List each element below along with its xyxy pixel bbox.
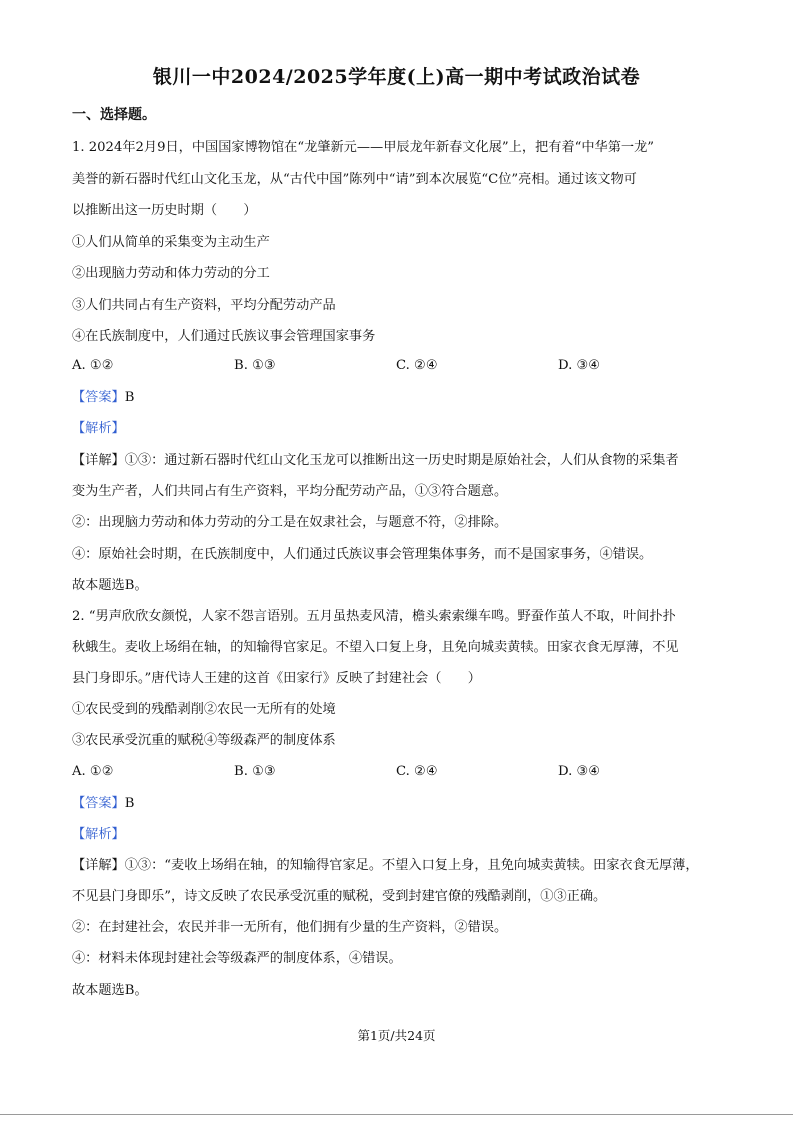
section-heading: 一、选择题。 <box>72 107 156 123</box>
q2-detail-first: ①③：“麦收上场绢在轴，的知输得官家足。不望入口复上身，且免向城卖黄犊。田家衣食无厚薄， <box>124 858 699 873</box>
q2-stem-line: 2. “男声欣欣女颜悦，人家不怨言语别。五月虽热麦风清，檐头索索缫车鸣。野蚕作茧人不取，叶间扑扑 <box>72 609 676 624</box>
q2-detail-line: ②：在封建社会，农民并非一无所有，他们拥有少量的生产资料，②错误。 <box>72 920 508 935</box>
q1-detail-line <box>72 452 679 470</box>
bottom-divider <box>0 1114 793 1115</box>
q1-detail-first: ①③：通过新石器时代红山文化玉龙可以推断出这一历史时期是原始社会，人们从食物的采集者 <box>124 453 679 468</box>
q2-option-c: C. ②④ <box>396 764 438 779</box>
q2-detail-line: 不见县门身即乐”，诗文反映了农民承受沉重的赋税，受到封建官僚的残酷剥削，①③正确。 <box>72 889 607 904</box>
q1-stem-line: 1. 2024年2月9日，中国国家博物馆在“龙肇新元——甲辰龙年新春文化展”上，把有着“中华第一龙” <box>72 140 655 155</box>
q2-statement: ③农民承受沉重的赋税④等级森严的制度体系 <box>72 733 336 748</box>
q2-stem-line: 县门身即乐。”唐代诗人王建的这首《田家行》反映了封建社会（ ） <box>72 671 481 686</box>
detail-tag: 【详解】 <box>72 858 125 873</box>
q2-stem-line: 秋蛾生。麦收上场绢在轴，的知输得官家足。不望入口复上身，且免向城卖黄犊。田家衣食无厚薄，不见 <box>72 640 679 655</box>
q1-detail-line: 变为生产者，人们共同占有生产资料，平均分配劳动产品，①③符合题意。 <box>72 484 508 499</box>
exam-title: 银川一中2024/2025学年度(上)高一期中考试政治试卷 <box>152 66 641 88</box>
analysis-tag: 【解析】 <box>72 421 125 436</box>
page-number: 第1页/共24页 <box>357 1028 436 1043</box>
q1-answer <box>72 389 134 407</box>
q1-statement: ④在氏族制度中，人们通过氏族议事会管理国家事务 <box>72 329 376 344</box>
q2-analysis-tag <box>72 826 125 844</box>
q1-analysis-tag <box>72 420 125 438</box>
q2-detail-line: ④：材料未体现封建社会等级森严的制度体系，④错误。 <box>72 951 402 966</box>
q1-option-b: B. ①③ <box>234 358 276 373</box>
q1-stem-line: 以推断出这一历史时期（ ） <box>72 203 257 218</box>
q1-conclusion: 故本题选B。 <box>72 578 148 593</box>
detail-tag: 【详解】 <box>72 453 125 468</box>
analysis-tag: 【解析】 <box>72 827 125 842</box>
q2-option-d: D. ③④ <box>558 764 601 779</box>
q2-detail-line <box>72 857 699 875</box>
answer-tag: 【答案】 <box>72 796 125 811</box>
q1-option-d: D. ③④ <box>558 358 601 373</box>
answer-tag: 【答案】 <box>72 390 125 405</box>
q1-option-c: C. ②④ <box>396 358 438 373</box>
q2-statement: ①农民受到的残酷剥削②农民一无所有的处境 <box>72 702 336 717</box>
q1-option-a: A. ①② <box>72 358 114 373</box>
q2-option-b: B. ①③ <box>234 764 276 779</box>
q1-stem-line: 美誉的新石器时代红山文化玉龙，从“古代中国”陈列中“请”到本次展览“C位”亮相。通过该文物可 <box>72 172 637 187</box>
q1-answer-value: B <box>124 390 135 405</box>
q1-statement: ③人们共同占有生产资料，平均分配劳动产品 <box>72 298 336 313</box>
q2-option-a: A. ①② <box>72 764 114 779</box>
q2-answer <box>72 795 134 813</box>
q1-detail-line: ④：原始社会时期，在氏族制度中，人们通过氏族议事会管理集体事务，而不是国家事务，④错误。 <box>72 547 653 562</box>
q1-statement: ②出现脑力劳动和体力劳动的分工 <box>72 266 270 281</box>
q2-conclusion: 故本题选B。 <box>72 983 148 998</box>
q2-answer-value: B <box>124 796 135 811</box>
q1-detail-line: ②：出现脑力劳动和体力劳动的分工是在奴隶社会，与题意不符，②排除。 <box>72 515 508 530</box>
q1-statement: ①人们从简单的采集变为主动生产 <box>72 235 270 250</box>
